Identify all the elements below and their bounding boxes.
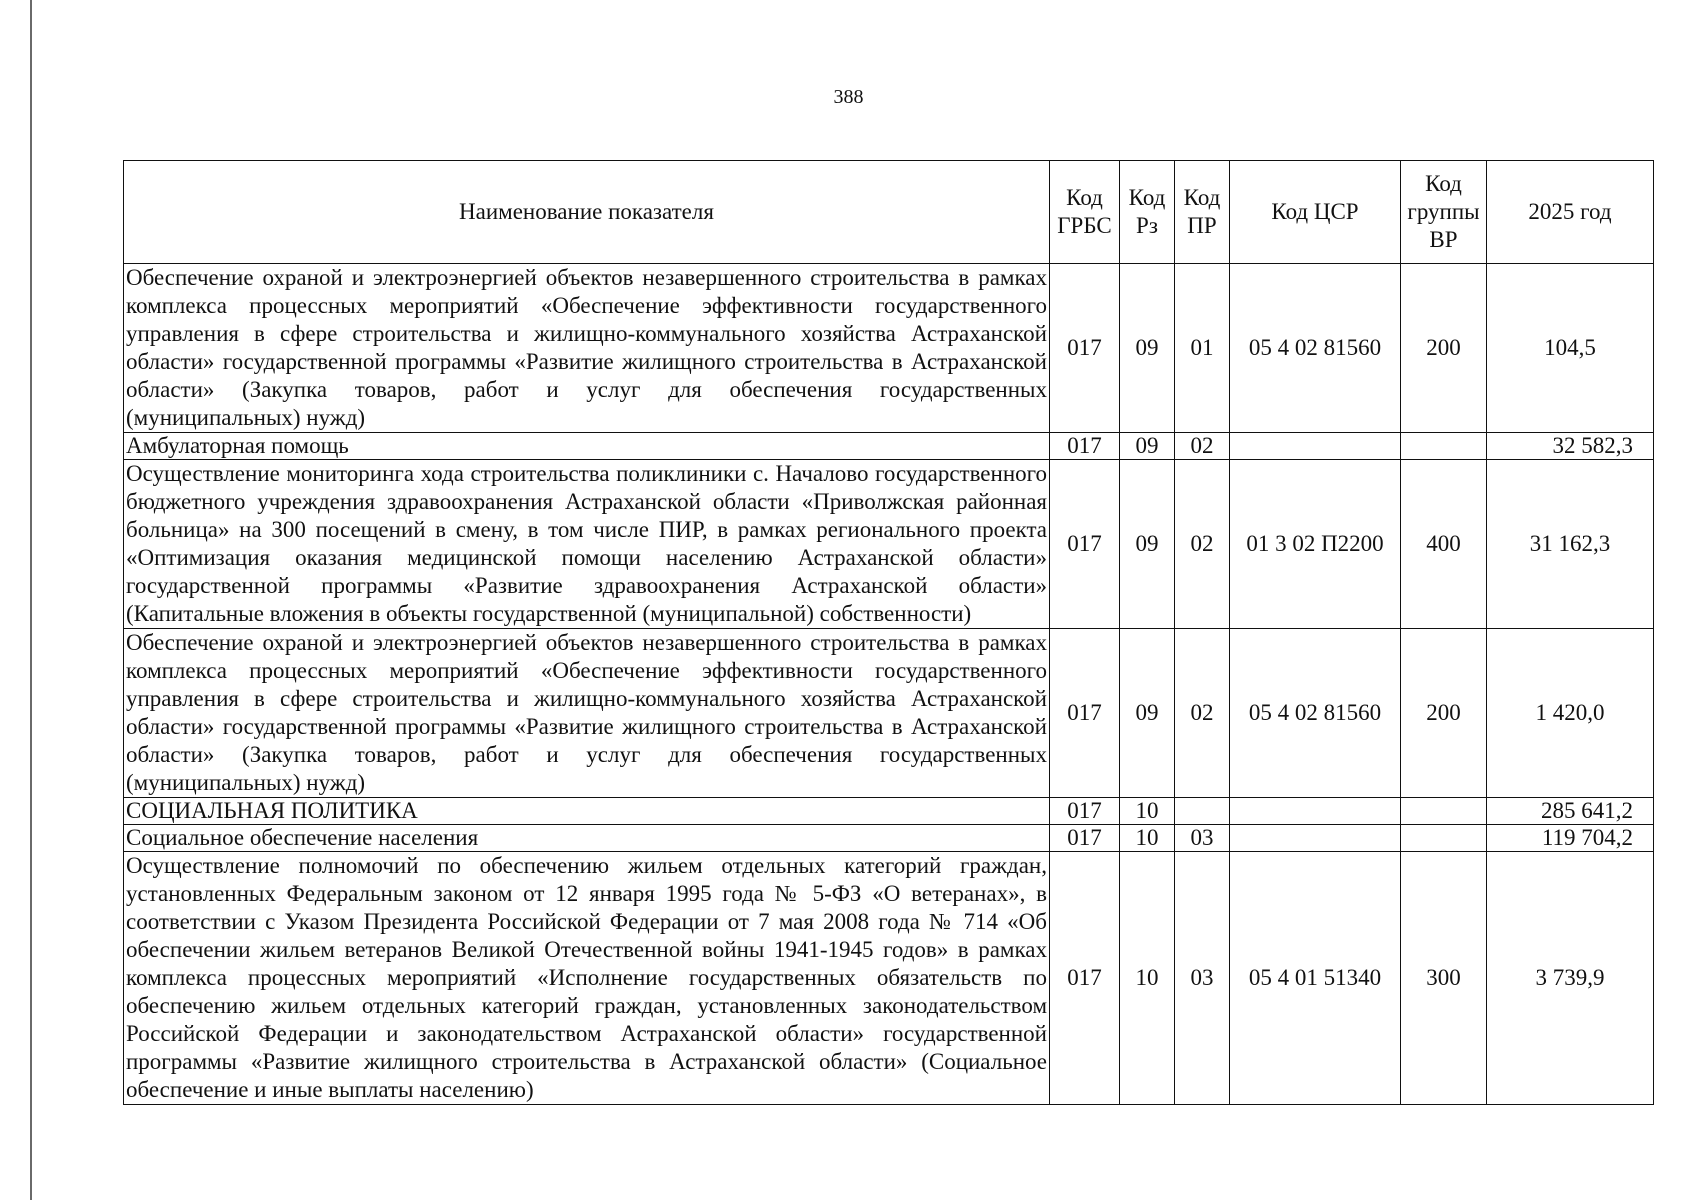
row-vr: 400 (1401, 460, 1487, 629)
row-grbs: 017 (1050, 852, 1120, 1105)
row-pr: 02 (1175, 433, 1230, 460)
row-name: СОЦИАЛЬНАЯ ПОЛИТИКА (124, 798, 1050, 825)
budget-table (123, 160, 1654, 1105)
row-rz: 09 (1120, 433, 1175, 460)
page-number: 388 (833, 86, 864, 108)
scan-edge-line (30, 0, 32, 1200)
row-vr: 300 (1401, 852, 1487, 1105)
row-amount: 31 162,3 (1487, 460, 1654, 629)
row-rz: 09 (1120, 264, 1175, 433)
table-row (124, 629, 1654, 798)
row-csr: 05 4 02 81560 (1230, 629, 1401, 798)
header-name: Наименование показателя (124, 161, 1050, 264)
row-grbs: 017 (1050, 264, 1120, 433)
row-rz: 10 (1120, 852, 1175, 1105)
row-pr: 03 (1175, 852, 1230, 1105)
row-vr: 200 (1401, 629, 1487, 798)
header-year: 2025 год (1487, 161, 1654, 264)
table-row (124, 460, 1654, 629)
row-grbs: 017 (1050, 433, 1120, 460)
table-row (124, 264, 1654, 433)
row-csr (1230, 825, 1401, 852)
row-amount: 285 641,2 (1487, 798, 1654, 825)
row-pr (1175, 798, 1230, 825)
table-header-row (124, 161, 1654, 264)
row-csr: 01 3 02 П2200 (1230, 460, 1401, 629)
row-name: Осуществление мониторинга хода строительства поликлиники с. Началово государственного бюджетного учреждения здравоохранения Астраханской области «Приволжская районная больница» на 300 посещений в смену, в том числе ПИР, в рамках регионального проекта «Оптимизация оказания медицинской помощи населению Астраханской области» государственной программы «Развитие здравоохранения Астраханской области» (Капитальные вложения в объекты государственной (муниципальной) собственности) (124, 460, 1050, 629)
row-amount: 3 739,9 (1487, 852, 1654, 1105)
table-row (124, 798, 1654, 825)
row-grbs: 017 (1050, 798, 1120, 825)
row-rz: 09 (1120, 460, 1175, 629)
header-pr: Код ПР (1175, 161, 1230, 264)
table-row (124, 433, 1654, 460)
header-csr: Код ЦСР (1230, 161, 1401, 264)
row-grbs: 017 (1050, 629, 1120, 798)
row-name: Обеспечение охраной и электроэнергией объектов незавершенного строительства в рамках комплекса процессных мероприятий «Обеспечение эффективности государственного управления в сфере строительства и жилищно-коммунального хозяйства Астраханской области» государственной программы «Развитие жилищного строительства в Астраханской области» (Закупка товаров, работ и услуг для обеспечения государственных (муниципальных) нужд) (124, 629, 1050, 798)
header-grbs: Код ГРБС (1050, 161, 1120, 264)
row-csr (1230, 433, 1401, 460)
row-name: Обеспечение охраной и электроэнергией объектов незавершенного строительства в рамках комплекса процессных мероприятий «Обеспечение эффективности государственного управления в сфере строительства и жилищно-коммунального хозяйства Астраханской области» государственной программы «Развитие жилищного строительства в Астраханской области» (Закупка товаров, работ и услуг для обеспечения государственных (муниципальных) нужд) (124, 264, 1050, 433)
table-row (124, 825, 1654, 852)
row-csr: 05 4 01 51340 (1230, 852, 1401, 1105)
row-name: Амбулаторная помощь (124, 433, 1050, 460)
row-pr: 03 (1175, 825, 1230, 852)
row-vr (1401, 798, 1487, 825)
row-grbs: 017 (1050, 825, 1120, 852)
table-row (124, 852, 1654, 1105)
row-grbs: 017 (1050, 460, 1120, 629)
row-pr: 02 (1175, 629, 1230, 798)
row-vr: 200 (1401, 264, 1487, 433)
row-amount: 119 704,2 (1487, 825, 1654, 852)
row-rz: 10 (1120, 825, 1175, 852)
header-vr: Код группы ВР (1401, 161, 1487, 264)
row-rz: 10 (1120, 798, 1175, 825)
row-amount: 104,5 (1487, 264, 1654, 433)
row-vr (1401, 433, 1487, 460)
row-vr (1401, 825, 1487, 852)
header-rz: Код Рз (1120, 161, 1175, 264)
row-pr: 01 (1175, 264, 1230, 433)
row-name: Социальное обеспечение населения (124, 825, 1050, 852)
row-amount: 1 420,0 (1487, 629, 1654, 798)
row-pr: 02 (1175, 460, 1230, 629)
row-amount: 32 582,3 (1487, 433, 1654, 460)
row-csr: 05 4 02 81560 (1230, 264, 1401, 433)
row-csr (1230, 798, 1401, 825)
row-rz: 09 (1120, 629, 1175, 798)
row-name: Осуществление полномочий по обеспечению жильем отдельных категорий граждан, установленных Федеральным законом от 12 января 1995 года № 5-ФЗ «О ветеранах», в соответствии с Указом Президента Российской Федерации от 7 мая 2008 года № 714 «Об обеспечении жильем ветеранов Великой Отечественной войны 1941-1945 годов» в рамках комплекса процессных мероприятий «Исполнение государственных обязательств по обеспечению жильем отдельных категорий граждан, установленных законодательством Российской Федерации и законодательством Астраханской области» государственной программы «Развитие жилищного строительства в Астраханской области» (Социальное обеспечение и иные выплаты населению) (124, 852, 1050, 1105)
